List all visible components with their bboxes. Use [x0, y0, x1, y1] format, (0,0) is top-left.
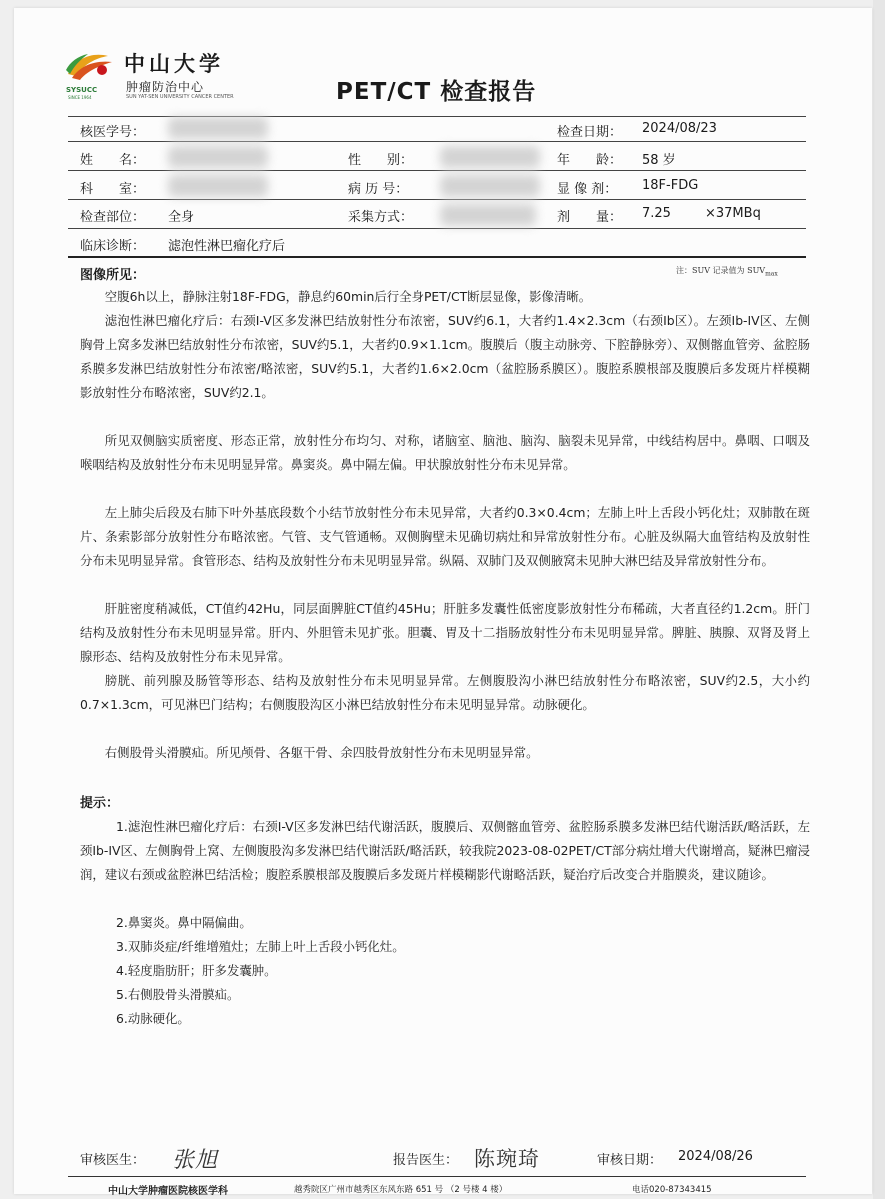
finding-paragraph: 膀胱、前列腺及肠管等形态、结构及放射性分布未见明显异常。左侧腹股沟小淋巴结放射性分布略浓密，SUV约2.5，大小约0.7×1.3cm，可见淋巴门结构；右侧腹股沟区小淋巴结放射性分布未见明显异常。动脉硬化。	[80, 673, 810, 712]
header-divider	[68, 141, 806, 142]
footer-address: 越秀院区广州市越秀区东风东路 651 号 （2 号楼 4 楼）	[294, 1185, 508, 1195]
header-divider	[68, 228, 806, 229]
review-date: 2024/08/26	[678, 1149, 753, 1164]
exam-date: 2024/08/23	[642, 121, 717, 136]
dept-label: 科 室：	[80, 182, 146, 197]
impression-item: 6.动脉硬化。	[116, 1011, 190, 1026]
age-label: 年 龄：	[557, 153, 623, 168]
impression-list	[116, 911, 810, 1031]
dose-label: 剂 量：	[557, 210, 623, 225]
record-label: 病 历 号：	[348, 182, 409, 197]
finding-paragraph: 所见双侧脑实质密度、形态正常，放射性分布均匀、对称，诸脑室、脑池、脑沟、脑裂未见异常，中线结构居中。鼻咽、口咽及喉咽结构及放射性分布未见明显异常。鼻窦炎。鼻中隔左偏。甲状腺放射性分布未见异常。	[80, 433, 810, 472]
sysucc-emblem-icon	[62, 48, 118, 88]
redacted-id	[168, 117, 268, 139]
report-title: PET/CT 检查报告	[336, 79, 537, 105]
logo-brand: SYSUCC	[66, 86, 98, 94]
redacted-record	[440, 175, 540, 197]
center-name: 肿瘤防治中心	[126, 80, 205, 94]
age-value: 58 岁	[642, 153, 676, 168]
finding-paragraph: 肝脏密度稍减低，CT值约42Hu，同层面脾脏CT值约45Hu；肝脏多发囊性低密度影放射性分布稀疏，大者直径约1.2cm。肝门结构及放射性分布未见明显异常。肝内、外胆管未见扩张。胆囊、胃及十二指肠放射性分布未见明显异常。脾脏、胰腺、双肾及肾上腺形态、结构及放射性分布未见异常。	[80, 601, 810, 664]
center-name-en: SUN YAT-SEN UNIVERSITY CANCER CENTER	[126, 94, 234, 100]
footer-dept: 中山大学肿瘤医院核医学科	[108, 1186, 228, 1197]
suv-note: 注：SUV 记录值为 $SUV_{max}$	[676, 266, 778, 278]
findings-title: 图像所见：	[80, 268, 146, 283]
review-date-label: 审核日期：	[597, 1153, 663, 1168]
diag-value: 滤泡性淋巴瘤化疗后	[168, 239, 286, 254]
site-value: 全身	[168, 210, 195, 225]
header-divider	[68, 170, 806, 171]
redacted-dept	[168, 175, 268, 197]
exam-date-label: 检查日期：	[557, 125, 623, 140]
mode-label: 采集方式：	[348, 210, 414, 225]
redacted-mode	[440, 204, 536, 226]
impression-item: 4.轻度脂肪肝；肝多发囊肿。	[116, 963, 277, 978]
redacted-sex	[440, 146, 540, 168]
review-doctor-label: 审核医生：	[80, 1153, 146, 1168]
page-edge	[873, 0, 885, 1199]
dose-unit: ×37MBq	[705, 206, 761, 221]
impression-item: 1.滤泡性淋巴瘤化疗后：右颈I-V区多发淋巴结代谢活跃，腹膜后、双侧髂血管旁、盆腔肠系膜多发淋巴结代谢活跃/略活跃，左颈Ib-IV区、左侧胸骨上窝、左侧腹股沟多发淋巴结代谢活跃/略活跃，较我院2023-08-02PET/CT部分病灶增大代谢增高，疑淋巴瘤浸润，建议右颈或盆腔淋巴结活检；腹腔系膜根部及腹膜后多发斑片样模糊影代谢略活跃，疑治疗后改变合并脂膜炎，建议随诊。	[80, 819, 810, 882]
diag-label: 临床诊断：	[80, 239, 146, 254]
header-divider	[68, 199, 806, 200]
site-label: 检查部位：	[80, 210, 146, 225]
header-divider	[68, 256, 806, 258]
finding-paragraph: 滤泡性淋巴瘤化疗后：右颈I-V区多发淋巴结放射性分布浓密，SUV约6.1，大者约1.4×2.3cm（右颈Ib区）。左颈Ib-IV区、左侧胸骨上窝多发淋巴结放射性分布浓密，SUV约5.1，大者约0.9×1.1cm。腹膜后（腹主动脉旁、下腔静脉旁）、双侧髂血管旁、盆腔肠系膜多发淋巴结放射性分布浓密/略浓密，SUV约5.1，大者约1.6×2.0cm（盆腔肠系膜区）。腹腔系膜根部及腹膜后多发斑片样模糊影放射性分布略浓密，SUV约2.1。	[80, 313, 810, 400]
finding-paragraph: 右侧股骨头滑膜疝。所见颅骨、各躯干骨、余四肢骨放射性分布未见明显异常。	[104, 745, 539, 760]
impression-item: 3.双肺炎症/纤维增殖灶；左肺上叶上舌段小钙化灶。	[116, 939, 405, 954]
finding-paragraph: 空腹6h以上，静脉注射18F-FDG，静息约60min后行全身PET/CT断层显像，影像清晰。	[104, 289, 592, 304]
report-doctor-name: 陈琬琦	[474, 1147, 540, 1171]
review-doctor-signature: 张旭	[172, 1148, 219, 1173]
impression-title: 提示：	[80, 796, 120, 811]
footer-phone: 电话020-87343415	[632, 1185, 712, 1195]
id-label: 核医学号：	[80, 125, 146, 140]
tracer-label: 显 像 剂：	[557, 182, 618, 197]
impression-item: 5.右侧股骨头滑膜疝。	[116, 987, 240, 1002]
redacted-name	[168, 146, 268, 168]
tracer-value: 18F-FDG	[642, 178, 699, 193]
dose-value: 7.25	[642, 206, 671, 221]
sex-label: 性 别：	[348, 153, 414, 168]
university-name: 中山大学	[124, 51, 224, 76]
logo-since: SINCE 1964	[68, 95, 92, 100]
name-label: 姓 名：	[80, 153, 146, 168]
report-doctor-label: 报告医生：	[393, 1153, 459, 1168]
hospital-logo	[62, 48, 242, 104]
finding-paragraph: 左上肺尖后段及右肺下叶外基底段数个小结节放射性分布未见异常，大者约0.3×0.4cm；左肺上叶上舌段小钙化灶；双肺散在斑片、条索影部分放射性分布略浓密。气管、支气管通畅。双侧胸壁未见确切病灶和异常放射性分布。心脏及纵隔大血管结构及放射性分布未见明显异常。食管形态、结构及放射性分布未见明显异常。纵隔、双肺门及双侧腋窝未见肿大淋巴结及异常放射性分布。	[80, 505, 810, 568]
footer-divider	[68, 1176, 806, 1177]
impression-item: 2.鼻窦炎。鼻中隔偏曲。	[116, 915, 252, 930]
